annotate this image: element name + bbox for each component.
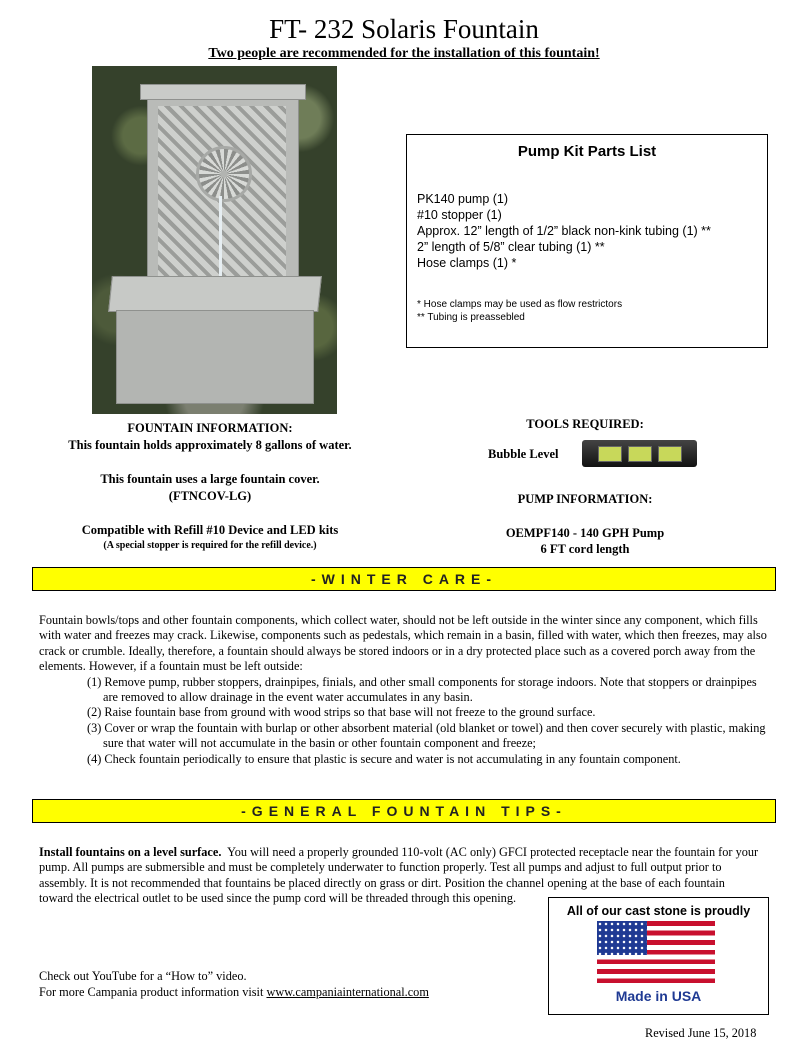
usa-badge-bottom-text: Made in USA (615, 988, 702, 1004)
installation-warning: Two people are recommended for the installation of this fountain! (208, 46, 600, 61)
parts-list-item: 2” length of 5/8” clear tubing (1) ** (417, 240, 605, 254)
general-tips-section (39, 845, 761, 860)
fountain-capacity: This fountain holds approximately 8 gallons of water. (68, 438, 352, 452)
tips-text: You will need a properly grounded 110-volt (AC only) GFCI protected receptacle near the fountain for your pump. All pumps are submersible and must be completely underwater to function properly. Test all pumps and adjust to full output prior to assembly. It is not recommended that fountains be placed directly on grass or dirt. Position the channel opening at the base of each fountain toward the electrical outlet to be used since the pump cord will be threaded through this opening. (39, 845, 759, 906)
winter-step: (2) Raise fountain base from ground with wood strips so that base will not freeze to the ground surface. (87, 705, 596, 720)
parts-list-item: Approx. 12” length of 1/2” black non-kink tubing (1) ** (417, 224, 711, 238)
pump-kit-parts-box (406, 134, 768, 348)
winter-care-band: -WINTER CARE- (32, 567, 776, 591)
us-flag-icon (597, 921, 715, 983)
pump-model: OEMPF140 - 140 GPH Pump (505, 526, 665, 540)
winter-steps (39, 675, 774, 767)
footer-links (39, 968, 429, 1000)
fountain-cover-line: This fountain uses a large fountain cover. (100, 472, 320, 486)
fountain-photo (92, 66, 337, 414)
more-info-line (39, 984, 429, 1000)
winter-step: (4) Check fountain periodically to ensure that plastic is secure and water is not accumulating in any fountain component. (87, 751, 681, 766)
tips-lead: Install fountains on a level surface. (39, 845, 222, 859)
youtube-note: Check out YouTube for a “How to” video. (39, 969, 247, 983)
campania-website-link[interactable]: www.campaniainternational.com (266, 985, 429, 999)
made-in-usa-badge (548, 897, 769, 1015)
page-title: FT- 232 Solaris Fountain (269, 14, 539, 44)
bubble-level-label: Bubble Level (488, 447, 559, 461)
parts-note: * Hose clamps may be used as flow restrictors (417, 299, 623, 310)
parts-list-item: PK140 pump (1) (417, 192, 509, 206)
tools-heading: TOOLS REQUIRED: (526, 417, 644, 431)
pump-info-heading: PUMP INFORMATION: (517, 492, 653, 506)
pump-kit-heading: Pump Kit Parts List (517, 143, 657, 160)
fountain-information (40, 420, 380, 552)
pump-cord: 6 FT cord length (540, 542, 630, 556)
fountain-cover-code: (FTNCOV-LG) (168, 489, 252, 503)
parts-note: ** Tubing is preassebled (417, 312, 525, 323)
winter-step: (3) Cover or wrap the fountain with burlap or other absorbent material (old blanket or towel) and then cover securely with plastic, making sure that water will not accumulate in the basin or other fountain component and freeze; (87, 720, 766, 751)
pump-kit-notes (417, 298, 622, 324)
more-info-text: For more Campania product information visit (39, 985, 264, 999)
bubble-level-icon (582, 440, 697, 467)
pump-information (480, 525, 690, 557)
refill-note: (A special stopper is required for the refill device.) (103, 540, 317, 551)
usa-badge-top-text: All of our cast stone is proudly (566, 904, 751, 918)
parts-list-item: Hose clamps (1) * (417, 256, 517, 270)
tips-paragraph (39, 845, 761, 860)
general-tips-band: -GENERAL FOUNTAIN TIPS- (32, 799, 776, 823)
winter-care-section (39, 613, 774, 767)
refill-compatibility: Compatible with Refill #10 Device and LED kits (81, 523, 339, 537)
revision-date: Revised June 15, 2018 (645, 1026, 757, 1040)
parts-list-item: #10 stopper (1) (417, 208, 502, 222)
winter-step: (1) Remove pump, rubber stoppers, drainpipes, finials, and other small components for storage indoors. Note that stoppers or drainpipes are removed to allow drainage in the event water accumulates in any basin. (87, 674, 757, 705)
pump-kit-items (417, 191, 711, 271)
fountain-info-heading: FOUNTAIN INFORMATION: (127, 421, 293, 435)
winter-intro: Fountain bowls/tops and other fountain components, which collect water, should not be left outside in the winter since any component, which fills with water and freezes may crack. Likewise, components such as pedestals, which remain in a basin, filled with water, which then freezes, may also crack or crumble. Ideally, therefore, a fountain should always be stored indoors or in a dry protected place such as a covered porch away from the elements. However, if a fountain must be left outside: (39, 613, 767, 674)
